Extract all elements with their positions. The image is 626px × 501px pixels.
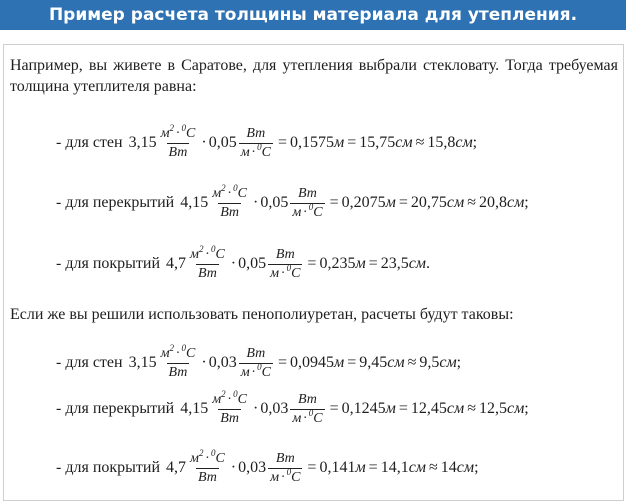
unit-c: С [237, 391, 247, 407]
approx-sign: ≈ [467, 400, 476, 417]
approx-sign: ≈ [415, 134, 425, 151]
fraction-resistance [188, 243, 227, 283]
exp-2: 2 [198, 243, 204, 254]
coefficient: 3,15 [128, 354, 157, 371]
fraction-numerator [210, 388, 249, 409]
fraction-numerator [159, 342, 198, 363]
fraction-resistance [159, 342, 198, 382]
result-meters: 0,0945 [290, 354, 334, 371]
fraction-numerator [159, 122, 198, 143]
equals-sign: = [329, 400, 339, 417]
formula-label: - для покрытий [56, 255, 161, 272]
unit-m: м [160, 345, 170, 361]
equals-sign: = [329, 194, 339, 211]
unit-cm: см [506, 194, 525, 211]
result-cm: 9,45 [359, 354, 388, 371]
equals-sign: = [307, 459, 317, 476]
content-panel [3, 44, 624, 501]
unit-cm: см [408, 459, 426, 476]
fraction-denominator [239, 143, 273, 162]
unit-c: С [186, 125, 196, 141]
dot: · [176, 345, 180, 361]
unit-m: м [160, 125, 170, 141]
punctuation: ; [474, 459, 479, 476]
coefficient: 3,15 [128, 134, 157, 151]
degree: 0 [286, 466, 292, 477]
equals-sign: = [347, 134, 357, 151]
coefficient: 4,7 [166, 459, 187, 476]
formula-glass-floors [56, 181, 529, 225]
dot: · [281, 469, 285, 485]
equals-sign: = [398, 400, 408, 417]
unit-c: С [291, 469, 301, 485]
unit-vt: Вт [220, 204, 240, 220]
dot: · [251, 144, 256, 160]
coefficient: 4,15 [180, 194, 209, 211]
fraction-numerator [188, 243, 227, 264]
fraction-numerator [274, 450, 297, 468]
unit-c: С [215, 450, 225, 466]
unit-vt: Вт [275, 246, 295, 262]
unit-c: С [237, 185, 247, 201]
dot: · [281, 265, 285, 281]
result-rounded: 14 [440, 459, 457, 476]
unit-m: м [270, 265, 280, 281]
punctuation: ; [524, 400, 529, 417]
dot: · [303, 410, 307, 426]
fraction-denominator [239, 363, 273, 382]
degree: 0 [286, 262, 292, 273]
unit-m: м [212, 391, 222, 407]
fraction-denominator [196, 264, 219, 283]
unit-m: м [355, 255, 366, 272]
unit-m: м [190, 450, 199, 466]
fraction-numerator [296, 185, 319, 203]
fraction-denominator [218, 203, 241, 222]
result-rounded: 9,5 [419, 354, 440, 371]
result-cm: 15,75 [359, 134, 396, 151]
punctuation: ; [456, 354, 462, 371]
unit-cm: см [439, 354, 457, 371]
equals-sign: = [277, 134, 287, 151]
exp-2: 2 [221, 182, 226, 193]
multiply-dot: · [230, 459, 237, 476]
unit-c: С [261, 364, 271, 380]
fraction-numerator [244, 345, 267, 363]
equals-sign: = [368, 459, 378, 476]
unit-cm: см [446, 400, 465, 417]
unit-c: С [261, 144, 271, 160]
unit-cm: см [506, 400, 525, 417]
unit-cm: см [408, 255, 426, 272]
formula-glass-roofs [56, 242, 430, 286]
formula-ppu-walls [56, 341, 461, 385]
dot: · [205, 450, 209, 466]
thickness-factor: 0,03 [208, 354, 237, 371]
exp-2: 2 [221, 388, 226, 399]
degree: 0 [210, 243, 216, 254]
fraction-denominator [167, 143, 190, 162]
result-cm: 23,5 [380, 255, 409, 272]
multiply-dot: · [253, 194, 259, 211]
dot: · [303, 204, 307, 220]
degree: 0 [181, 342, 187, 353]
multiply-dot: · [253, 400, 259, 417]
unit-vt: Вт [298, 391, 317, 407]
fraction-conductivity [239, 345, 273, 382]
fraction-resistance [210, 182, 249, 222]
equals-sign: = [347, 354, 357, 371]
fraction-conductivity [239, 125, 273, 162]
degree: 0 [210, 447, 216, 458]
page-title: Пример расчета толщины материала для утепления. [0, 0, 626, 30]
result-meters: 0,1245 [341, 400, 386, 417]
result-rounded: 20,8 [478, 194, 507, 211]
equals-sign: = [277, 354, 287, 371]
unit-vt: Вт [275, 450, 295, 466]
equals-sign: = [398, 194, 408, 211]
fraction-denominator [196, 468, 219, 487]
fraction-resistance [159, 122, 198, 162]
unit-cm: см [446, 194, 465, 211]
multiply-dot: · [201, 134, 207, 151]
coefficient: 4,15 [180, 400, 209, 417]
fraction-numerator [274, 246, 297, 264]
punctuation: ; [472, 134, 478, 151]
formula-label: - для стен [56, 134, 123, 151]
result-cm: 12,45 [410, 400, 447, 417]
unit-m: м [292, 204, 302, 220]
degree: 0 [308, 407, 314, 418]
fraction-denominator [290, 203, 324, 222]
fraction-conductivity [290, 391, 324, 428]
fraction-denominator [290, 409, 324, 428]
equals-sign: = [307, 255, 317, 272]
fraction-numerator [244, 125, 267, 143]
multiply-dot: · [201, 354, 207, 371]
intro-paragraph: Например, вы живете в Саратове, для утепления выбрали стекловату. Тогда требуемая толщина утеплителя равна: [10, 57, 618, 95]
fraction-numerator [296, 391, 319, 409]
dot: · [227, 185, 232, 201]
thickness-factor: 0,05 [208, 134, 237, 151]
punctuation: . [426, 255, 430, 272]
unit-m: м [212, 185, 222, 201]
formula-label: - для стен [56, 354, 123, 371]
degree: 0 [181, 122, 187, 133]
dot: · [176, 125, 180, 141]
formula-label: - для перекрытий [56, 194, 175, 211]
unit-vt: Вт [197, 265, 217, 281]
result-rounded: 15,8 [427, 134, 456, 151]
fraction-conductivity [268, 450, 302, 487]
result-meters: 0,1575 [290, 134, 334, 151]
formula-ppu-roofs [56, 446, 479, 490]
unit-m: м [355, 459, 366, 476]
result-meters: 0,141 [319, 459, 356, 476]
result-rounded: 12,5 [478, 400, 507, 417]
unit-c: С [313, 204, 323, 220]
result-meters: 0,2075 [341, 194, 386, 211]
result-cm: 20,75 [410, 194, 447, 211]
unit-vt: Вт [298, 185, 317, 201]
unit-c: С [313, 410, 323, 426]
result-meters: 0,235 [319, 255, 356, 272]
dot: · [227, 391, 232, 407]
middle-paragraph: Если же вы решили использовать пенополиуретан, расчеты будут таковы: [10, 306, 514, 323]
fraction-denominator [268, 264, 302, 283]
dot: · [205, 246, 209, 262]
fraction-resistance [210, 388, 249, 428]
thickness-factor: 0,05 [238, 255, 267, 272]
unit-m: м [240, 364, 250, 380]
unit-m: м [190, 246, 199, 262]
thickness-factor: 0,03 [238, 459, 267, 476]
thickness-factor: 0,05 [260, 194, 289, 211]
formula-label: - для перекрытий [56, 400, 175, 417]
unit-vt: Вт [220, 410, 240, 426]
fraction-numerator [210, 182, 249, 203]
unit-vt: Вт [168, 144, 188, 160]
coefficient: 4,7 [166, 255, 187, 272]
thickness-factor: 0,03 [260, 400, 289, 417]
unit-m: м [385, 400, 396, 417]
formula-ppu-floors [56, 387, 529, 431]
multiply-dot: · [230, 255, 237, 272]
unit-vt: Вт [246, 345, 266, 361]
unit-m: м [334, 134, 345, 151]
fraction-denominator [268, 468, 302, 487]
exp-2: 2 [169, 342, 175, 353]
degree: 0 [233, 182, 238, 193]
unit-vt: Вт [197, 469, 217, 485]
formula-label: - для покрытий [56, 459, 161, 476]
unit-m: м [334, 354, 345, 371]
unit-cm: см [387, 354, 405, 371]
exp-2: 2 [198, 447, 204, 458]
approx-sign: ≈ [429, 459, 438, 476]
unit-m: м [240, 144, 250, 160]
fraction-conductivity [290, 185, 324, 222]
punctuation: ; [524, 194, 529, 211]
fraction-denominator [218, 409, 241, 428]
equals-sign: = [368, 255, 378, 272]
unit-m: м [292, 410, 302, 426]
exp-2: 2 [169, 122, 175, 133]
formula-glass-walls [56, 121, 477, 165]
unit-cm: см [456, 459, 475, 476]
fraction-denominator [167, 363, 190, 382]
fraction-resistance [188, 447, 227, 487]
unit-m: м [270, 469, 280, 485]
unit-m: м [385, 194, 396, 211]
approx-sign: ≈ [467, 194, 476, 211]
approx-sign: ≈ [407, 354, 417, 371]
fraction-conductivity [268, 246, 302, 283]
fraction-numerator [188, 447, 227, 468]
dot: · [251, 364, 256, 380]
unit-c: С [186, 345, 196, 361]
unit-vt: Вт [168, 364, 188, 380]
degree: 0 [257, 361, 262, 372]
degree: 0 [233, 388, 238, 399]
unit-vt: Вт [246, 125, 266, 141]
degree: 0 [257, 141, 262, 152]
unit-cm: см [395, 134, 413, 151]
degree: 0 [308, 201, 314, 212]
unit-cm: см [455, 134, 473, 151]
unit-c: С [291, 265, 301, 281]
unit-c: С [215, 246, 225, 262]
result-cm: 14,1 [380, 459, 409, 476]
